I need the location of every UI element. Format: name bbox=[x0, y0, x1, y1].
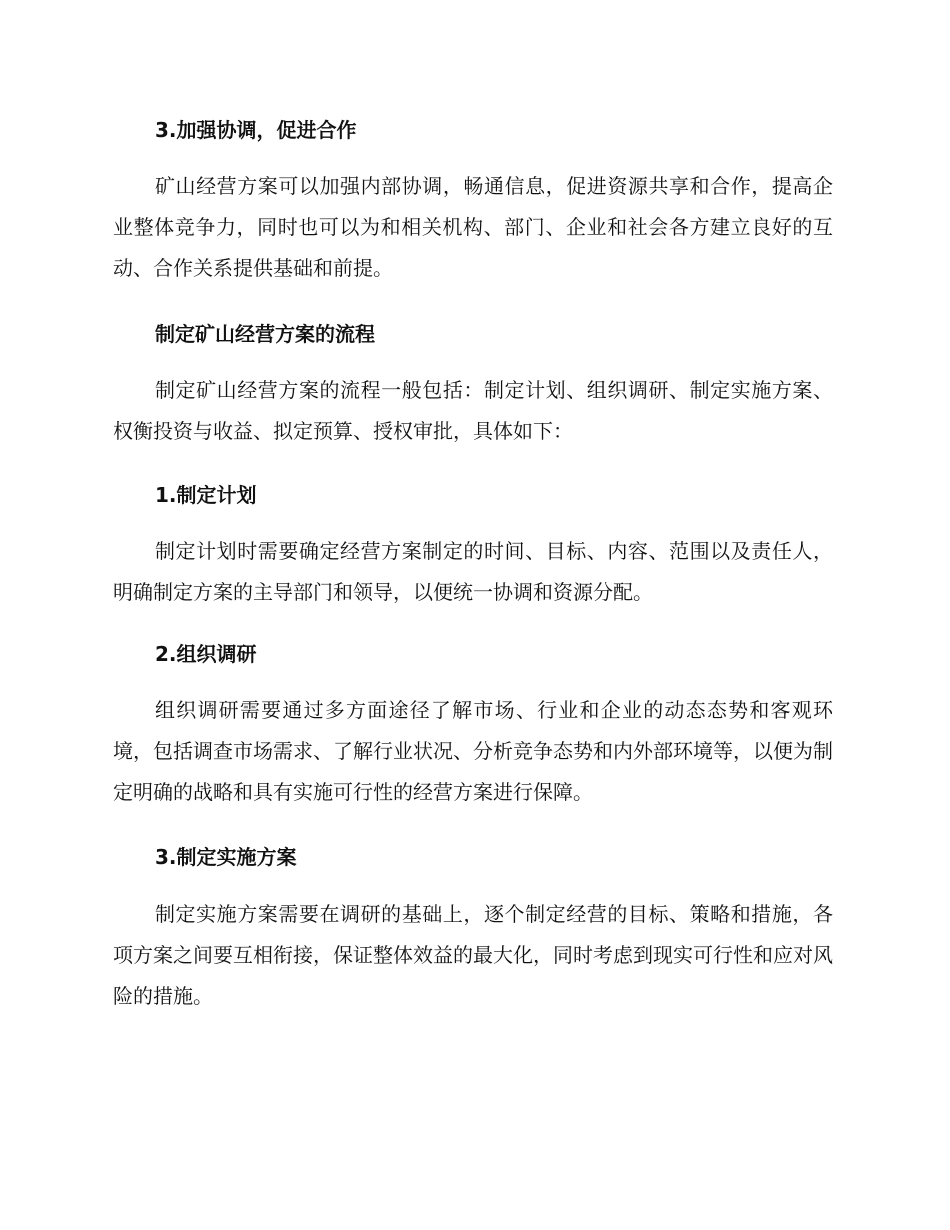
section-heading-plan: 1.制定计划 bbox=[155, 483, 257, 507]
section-heading-process: 制定矿山经营方案的流程 bbox=[155, 322, 375, 346]
paragraph-plan: 制定计划时需要确定经营方案制定的时间、目标、内容、范围以及责任人，明确制定方案的主导部门和领导，以便统一协调和资源分配。 bbox=[113, 539, 833, 604]
section-heading-implementation: 3.制定实施方案 bbox=[155, 845, 297, 869]
paragraph-coordination: 矿山经营方案可以加强内部协调，畅通信息，促进资源共享和合作，提高企业整体竞争力，同时也可以为和相关机构、部门、企业和社会各方建立良好的互动、合作关系提供基础和前提。 bbox=[113, 174, 833, 280]
paragraph-process: 制定矿山经营方案的流程一般包括：制定计划、组织调研、制定实施方案、权衡投资与收益、拟定预算、授权审批，具体如下： bbox=[113, 378, 833, 443]
section-heading-coordination: 3.加强协调，促进合作 bbox=[155, 118, 357, 142]
paragraph-implementation: 制定实施方案需要在调研的基础上，逐个制定经营的目标、策略和措施，各项方案之间要互相衔接，保证整体效益的最大化，同时考虑到现实可行性和应对风险的措施。 bbox=[113, 902, 833, 1008]
section-heading-research: 2.组织调研 bbox=[155, 642, 257, 666]
paragraph-research: 组织调研需要通过多方面途径了解市场、行业和企业的动态态势和客观环境，包括调查市场需求、了解行业状况、分析竞争态势和内外部环境等，以便为制定明确的战略和具有实施可行性的经营方案进行保障。 bbox=[113, 698, 833, 804]
